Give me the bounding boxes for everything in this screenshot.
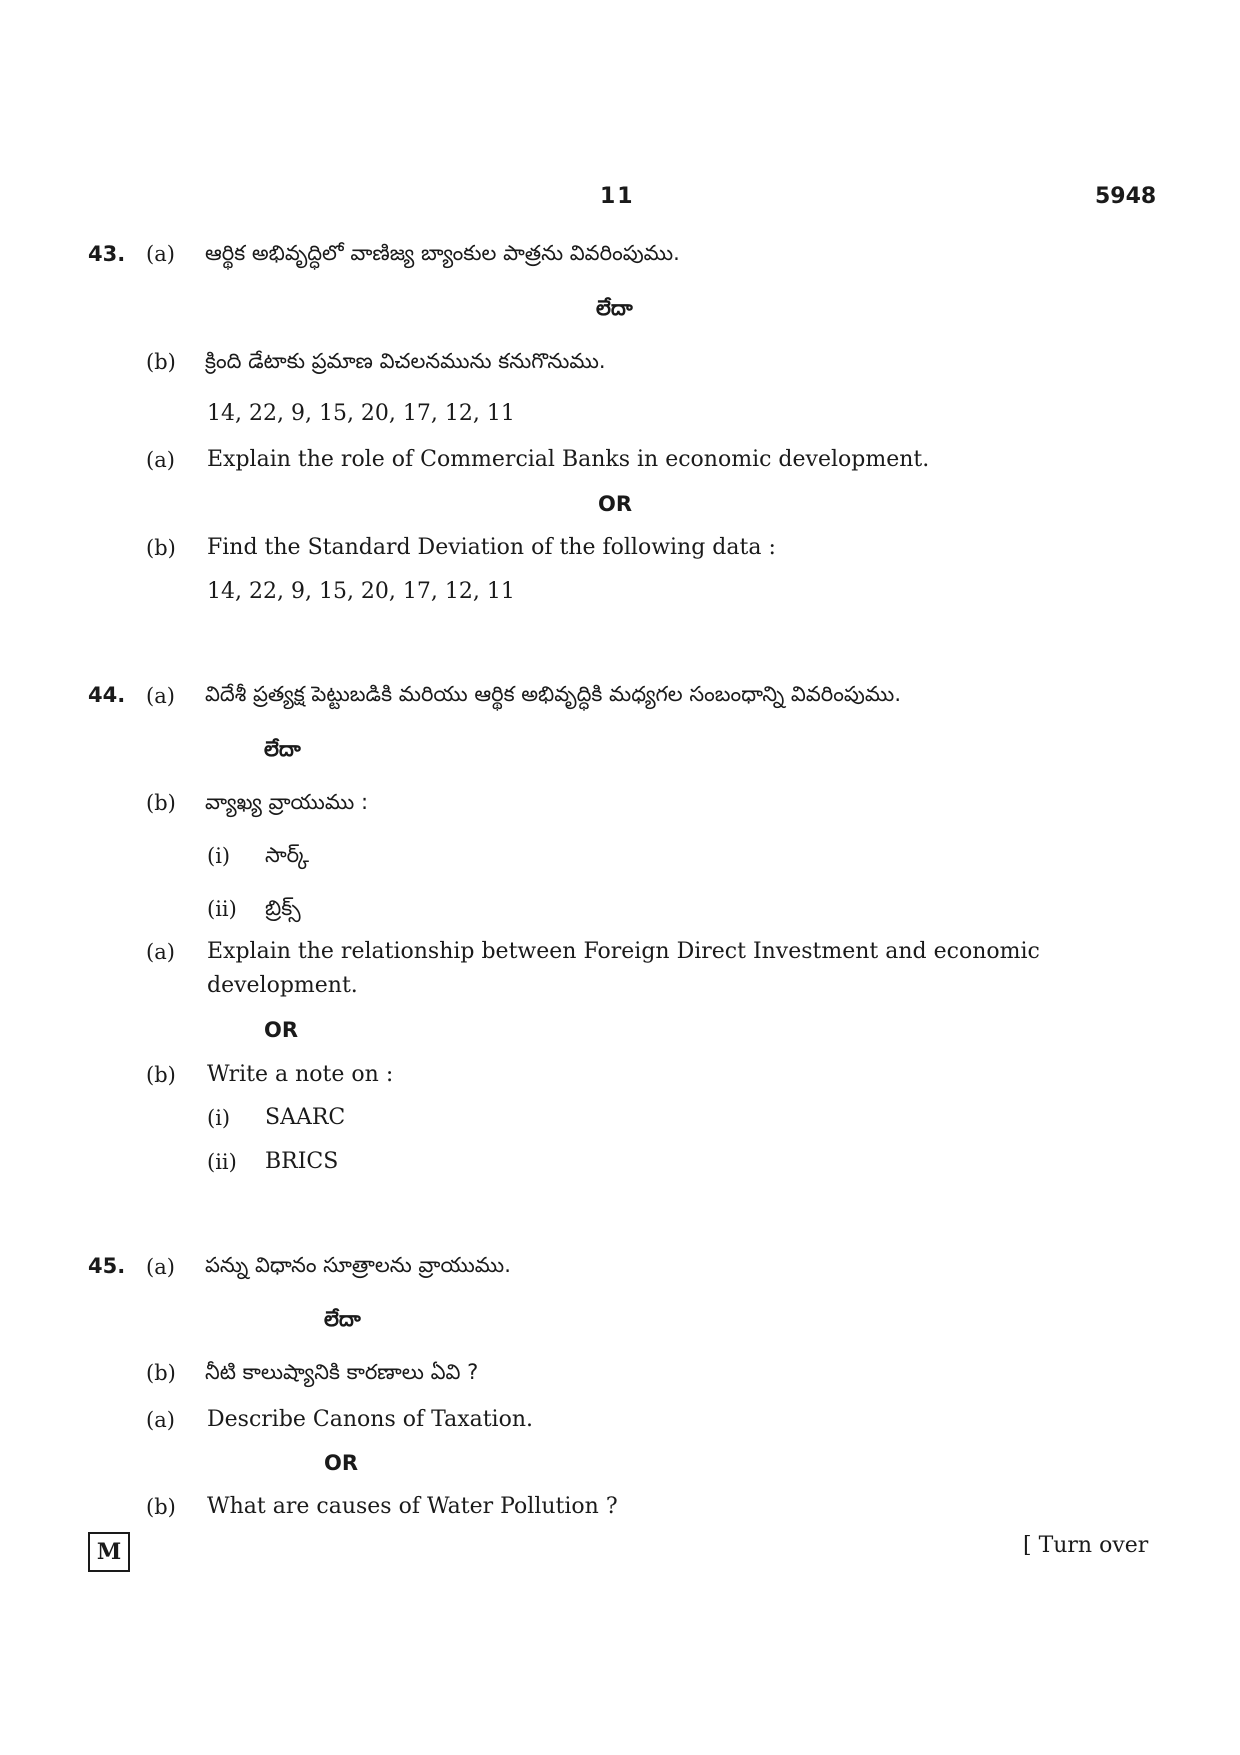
option-label-b: (b) — [146, 1361, 176, 1385]
q43-english-part-b: Find the Standard Deviation of the following data : — [207, 535, 776, 560]
q43-english-part-a: Explain the role of Commercial Banks in economic development. — [207, 447, 930, 472]
sub-label-ii: (ii) — [207, 1150, 237, 1174]
q44-telugu-part-b: వ్యాఖ్య వ్రాయుము : — [205, 790, 369, 814]
question-number-44: 44. — [88, 683, 126, 707]
q44-english-item-ii: BRICS — [265, 1149, 339, 1174]
q45-english-or: OR — [324, 1451, 359, 1475]
q43-english-or: OR — [598, 492, 633, 516]
q45-telugu-part-a: పన్ను విధానం సూత్రాలను వ్రాయుము. — [205, 1253, 511, 1277]
option-label-b: (b) — [146, 536, 176, 560]
sub-label-i: (i) — [207, 1106, 231, 1130]
option-label-a: (a) — [146, 1408, 175, 1432]
q45-english-part-a: Describe Canons of Taxation. — [207, 1407, 534, 1432]
q44-telugu-item-ii: బ్రిక్స్ — [265, 896, 301, 920]
option-label-a: (a) — [146, 242, 175, 266]
question-number-45: 45. — [88, 1254, 126, 1278]
q44-telugu-part-a: విదేశీ ప్రత్యక్ష పెట్టుబడికి మరియు ఆర్థిక అభివృద్ధికి మధ్యగల సంబంధాన్ని వివరింపుము. — [205, 682, 901, 706]
q43-telugu-part-a: ఆర్థిక అభివృద్ధిలో వాణిజ్య బ్యాంకుల పాత్రను వివరింపుము. — [205, 241, 680, 265]
option-label-b: (b) — [146, 1495, 176, 1519]
q43-telugu-or: లేదా — [596, 296, 633, 320]
q44-english-item-i: SAARC — [265, 1105, 346, 1130]
option-label-b: (b) — [146, 791, 176, 815]
q44-telugu-or: లేదా — [264, 737, 301, 761]
page-number: 11 — [600, 184, 635, 209]
option-label-a: (a) — [146, 1255, 175, 1279]
question-number-43: 43. — [88, 242, 126, 266]
option-label-a: (a) — [146, 684, 175, 708]
option-label-a: (a) — [146, 940, 175, 964]
sub-label-i: (i) — [207, 844, 231, 868]
q44-telugu-item-i: సార్క్ — [265, 843, 309, 867]
q43-telugu-data: 14, 22, 9, 15, 20, 17, 12, 11 — [207, 401, 515, 426]
q45-telugu-part-b: నీటి కాలుష్యానికి కారణాలు ఏవి ? — [205, 1360, 479, 1384]
q43-telugu-part-b: క్రింది డేటాకు ప్రమాణ విచలనమును కనుగొనుము. — [205, 349, 606, 373]
q44-english-or: OR — [264, 1018, 299, 1042]
sub-label-ii: (ii) — [207, 897, 237, 921]
paper-code: 5948 — [1095, 184, 1157, 209]
q44-english-part-a: Explain the relationship between Foreign Direct Investment and economic development. — [207, 939, 1040, 998]
q43-english-data: 14, 22, 9, 15, 20, 17, 12, 11 — [207, 579, 515, 604]
q45-english-part-b: What are causes of Water Pollution ? — [207, 1494, 618, 1519]
medium-badge: M — [88, 1532, 130, 1572]
q44-english-part-b: Write a note on : — [207, 1062, 394, 1087]
option-label-a: (a) — [146, 448, 175, 472]
option-label-b: (b) — [146, 1063, 176, 1087]
option-label-b: (b) — [146, 350, 176, 374]
q45-telugu-or: లేదా — [324, 1307, 361, 1331]
turn-over-note: [ Turn over — [1023, 1533, 1149, 1558]
